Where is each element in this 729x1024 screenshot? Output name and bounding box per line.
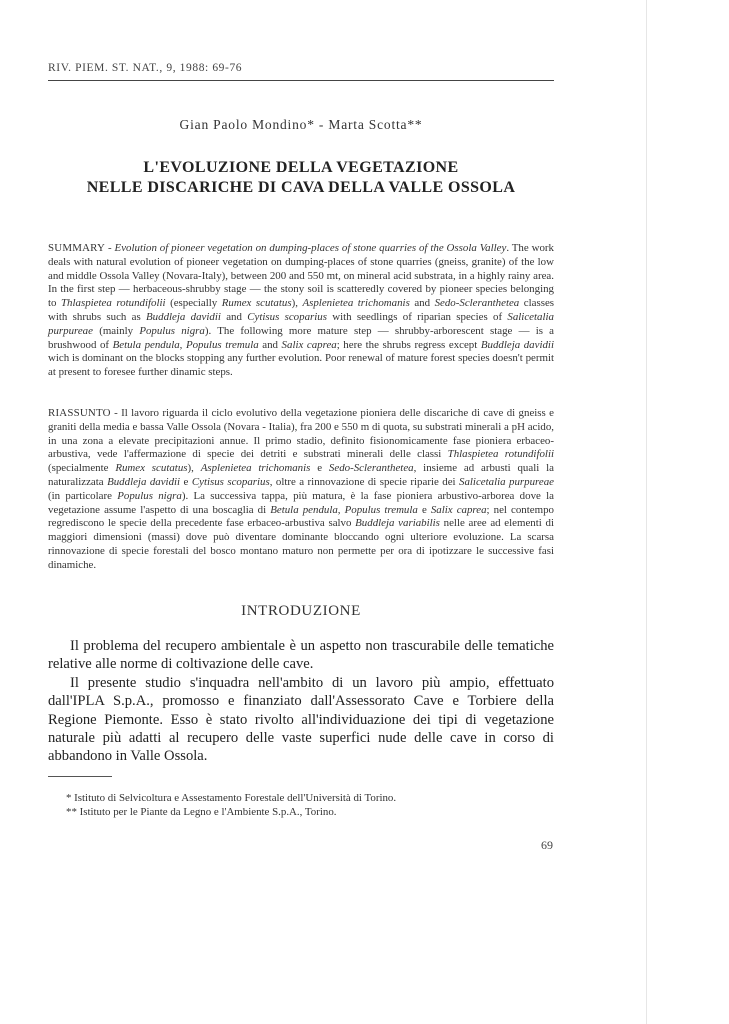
summary-text: classes with shrubs such as: [48, 297, 555, 323]
summary-text: The work deals with natural evolution of pioneer vegetation on dumping-places of stone quarries (gneiss, granite) of the low and middle Ossola Valley (Novara-Italy), between 200 and 550 mt, on mineral acid substrata, in a highly rainy area. In the first step — herbaceous-shrubby stage — the stony soil is scatteredly covered by pioneer species belonging to: [48, 242, 555, 310]
riassunto-text: e: [317, 462, 323, 475]
header-rule: [48, 80, 554, 81]
title-line-2: NELLE DISCARICHE DI CAVA DELLA VALLE OSSOLA: [86, 179, 516, 196]
taxon: Buddleja davidii: [146, 310, 221, 323]
footnote-2: ** Istituto per le Piante da Legno e l'Ambiente S.p.A., Torino.: [66, 806, 337, 818]
riassunto-label: RIASSUNTO: [48, 407, 111, 419]
summary-text: and: [226, 310, 242, 323]
summary-text: ),: [291, 297, 298, 310]
riassunto-text: e: [421, 503, 427, 516]
taxon: Asplenietea trichomanis: [302, 297, 410, 310]
authors: Gian Paolo Mondino* - Marta Scotta**: [179, 117, 423, 132]
taxon: Populus nigra: [117, 489, 182, 502]
riassunto-text: (specialmente: [48, 462, 109, 475]
riassunto-text: , insieme ad arbusti quali la naturalizzata: [48, 462, 554, 488]
taxon: Salicetalia purpureae: [48, 310, 554, 337]
summary-abstract: [48, 242, 554, 380]
taxon: Asplenietea trichomanis: [200, 462, 311, 475]
riassunto-text: (in particolare: [48, 489, 112, 502]
taxon: Salicetalia purpureae: [459, 475, 554, 488]
summary-label: SUMMARY: [48, 242, 106, 254]
article-title: [48, 158, 554, 198]
summary-text: and: [414, 297, 431, 310]
taxon: Buddleja variabilis: [355, 517, 440, 530]
summary-text: with seedlings of riparian species of: [332, 310, 503, 323]
summary-text: wich is dominant on the blocks stopping any further evolution. Poor renewal of mature forest species doesn't permit at present to foresee further dinamic steps.: [48, 352, 554, 379]
taxon: Salix caprea: [430, 503, 487, 516]
taxon: Cytisus scoparius: [191, 475, 270, 488]
scan-edge-line: [646, 0, 647, 1024]
section-heading: INTRODUZIONE: [241, 603, 361, 619]
running-head: RIV. PIEM. ST. NAT., 9, 1988: 69-76: [48, 62, 243, 74]
summary-text: and: [262, 338, 278, 351]
title-line-1: L'EVOLUZIONE DELLA VEGETAZIONE: [143, 159, 459, 176]
riassunto-text: ; nel contempo regrediscono le specie della precedente fase erbaceo-arbustiva salvo: [48, 503, 554, 530]
summary-text: (especially: [170, 297, 218, 310]
riassunto-text: , oltre a rinnovazione di specie riparie dei: [269, 475, 456, 488]
riassunto-abstract: [48, 407, 554, 573]
taxon: Betula pendula, Populus tremula: [112, 338, 259, 351]
taxon: Populus nigra: [139, 324, 205, 337]
summary-title: Evolution of pioneer vegetation on dumping-places of stone quarries of the Ossola Valley: [114, 242, 507, 254]
body-paragraph: Il presente studio s'inquadra nell'ambito di un lavoro più ampio, effettuato dall'IPLA S.p.A., promosso e finanziato dall'Assessorato Cave e Torbiere della Regione Piemonte. Esso è stato rivolto all'individuazione dei tipi di vegetazione naturale più adatti al recupero delle vaste superfici nude delle cave in corso di abbandono in Valle Ossola.: [48, 674, 554, 765]
taxon: Sedo-Scleranthetea: [434, 297, 520, 310]
summary-paragraph: SUMMARY - Evolution of pioneer vegetation on dumping-places of stone quarries of the Ossola Valley. The work deals with natural evolution of pioneer vegetation on dumping-places of stone quarries (gneiss, granite) of the low and middle Ossola Valley (Novara-Italy), between 200 and 550 mt, on mineral acid substrata, in a highly rainy area. In the first step — herbaceous-shrubby stage — the stony soil is scatteredly covered by pioneer species belonging to Thlaspietea rotundifolii (especially Rumex scutatus), Asplenietea trichomanis and Sedo-Scleranthetea classes with shrubs such as Buddleja davidii and Cytisus scoparius with seedlings of riparian species of Salicetalia purpureae (mainly Populus nigra). The following more mature step — shrubby-arborescent stage — is a brushwood of Betula pendula, Populus tremula and Salix caprea; here the shrubs regress except Buddleja davidii wich is dominant on the blocks stopping any further evolution. Poor renewal of mature forest species doesn't permit at present to foresee further dinamic steps.: [48, 242, 555, 379]
taxon: Salix caprea: [281, 338, 337, 351]
riassunto-text: ). La successiva tappa, più matura, è la fase pioniera arbustivo-arborea dove la vegetazione assume l'aspetto di una boscaglia di: [48, 489, 554, 516]
summary-text: ). The following more mature step — shrubby-arborescent stage — is a brushwood of: [48, 324, 555, 351]
taxon: Buddleja davidii: [480, 338, 554, 351]
body-paragraph: Il problema del recupero ambientale è un aspetto non trascurabile delle tematiche relative alle norme di coltivazione delle cave.: [48, 638, 554, 673]
taxon: Buddleja davidii: [107, 475, 181, 488]
introduction-body: [48, 637, 554, 766]
footnotes: [66, 791, 546, 819]
taxon: Cytisus scoparius: [247, 310, 327, 323]
riassunto-paragraph: RIASSUNTO - Il lavoro riguarda il ciclo evolutivo della vegetazione pioniera delle discariche di cave di gneiss e graniti della media e bassa Valle Ossola (Novara - Italia), fra 200 e 550 m di quota, su substrati minerali a pH acido, in una zona a elevate precipitazioni annue. Il primo stadio, definito fisionomicamente fase pioniera erbaceo-arbustiva, vede l'affermazione di specie dei detriti e substrati minerali delle classi Thlaspietea rotundifolii (specialmente Rumex scutatus), Asplenietea trichomanis e Sedo-Scleranthetea, insieme ad arbusti quali la naturalizzata Buddleja davidii e Cytisus scoparius, oltre a rinnovazione di specie riparie dei Salicetalia purpureae (in particolare Populus nigra). La successiva tappa, più matura, è la fase pioniera arbustivo-arborea dove la vegetazione assume l'aspetto di una boscaglia di Betula pendula, Populus tremula e Salix caprea; nel contempo regrediscono le specie della precedente fase erbaceo-arbustiva salvo Buddleja variabilis nelle aree ad elementi di maggiori dimensioni (massi) dove può diventare dominante bloccando ogni ulteriore evoluzione. La scarsa rinnovazione di specie forestali del bosco montano maturo non permette per ora di ipotizzare le successive fasi dinamiche.: [48, 407, 554, 571]
riassunto-text: nelle aree ad elementi di maggiori dimensioni (massi) dove può diventare dominante bloccando ogni ulteriore evoluzione. La scarsa rinnovazione di specie forestali del bosco montano maturo non permette per ora di ipotizzare le successive fasi dinamiche.: [48, 517, 554, 571]
taxon: Thlaspietea rotundifolii: [61, 297, 166, 310]
riassunto-text: e: [183, 475, 189, 488]
riassunto-text: Il lavoro riguarda il ciclo evolutivo della vegetazione pioniera delle discariche di cave di gneiss e graniti della media e bassa Valle Ossola (Novara - Italia), fra 200 e 550 m di quota, su substrati minerali a pH acido, in una zona a elevate precipitazioni annue. Il primo stadio, definito fisionomicamente fase pioniera erbaceo-arbustiva, vede l'affermazione di specie dei detriti e substrati minerali delle classi: [48, 407, 554, 461]
taxon: Betula pendula, Populus tremula: [270, 503, 418, 516]
page-number: 69: [541, 838, 553, 852]
footnote-rule: [48, 776, 112, 777]
taxon: Rumex scutatus: [221, 297, 292, 310]
footnote-1: * Istituto di Selvicoltura e Assestamento Forestale dell'Università di Torino.: [66, 792, 397, 804]
riassunto-text: ),: [187, 462, 194, 475]
summary-text: (mainly: [99, 324, 134, 337]
taxon: Rumex scutatus: [115, 462, 188, 475]
taxon: Thlaspietea rotundifolii: [447, 448, 554, 461]
taxon: Sedo-Scleranthetea: [328, 462, 414, 475]
summary-text: ; here the shrubs regress except: [336, 338, 478, 351]
